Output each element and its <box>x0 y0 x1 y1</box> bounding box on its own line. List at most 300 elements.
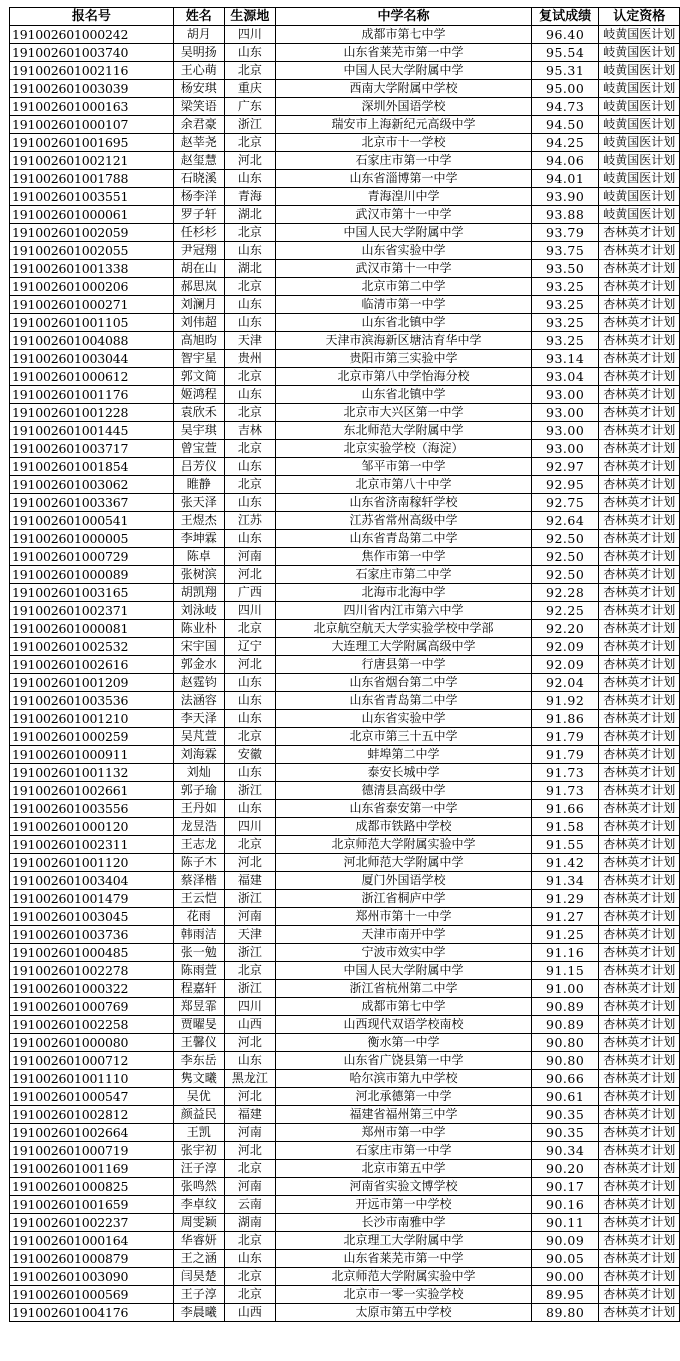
qualification-cell: 杏林英才计划 <box>599 926 680 944</box>
qualification-cell: 杏林英才计划 <box>599 584 680 602</box>
school-name-cell: 北京市第二中学 <box>275 278 531 296</box>
table-row <box>10 98 680 116</box>
qualification-cell: 杏林英才计划 <box>599 908 680 926</box>
qualification-cell: 杏林英才计划 <box>599 728 680 746</box>
origin-cell: 重庆 <box>224 80 275 98</box>
origin-cell: 山东 <box>224 296 275 314</box>
registration-id-cell: 191002601000081 <box>10 620 174 638</box>
registration-id-cell: 191002601003165 <box>10 584 174 602</box>
table-row <box>10 1214 680 1232</box>
student-name-cell: 赵莘尧 <box>173 134 224 152</box>
qualification-cell: 岐黄国医计划 <box>599 188 680 206</box>
qualification-cell: 杏林英才计划 <box>599 476 680 494</box>
origin-cell: 北京 <box>224 404 275 422</box>
origin-cell: 山东 <box>224 674 275 692</box>
qualification-cell: 杏林英才计划 <box>599 602 680 620</box>
origin-cell: 青海 <box>224 188 275 206</box>
table-row <box>10 836 680 854</box>
school-name-cell: 石家庄市第二中学 <box>275 566 531 584</box>
registration-id-cell: 191002601003556 <box>10 800 174 818</box>
origin-cell: 福建 <box>224 1106 275 1124</box>
registration-id-cell: 191002601000120 <box>10 818 174 836</box>
registration-id-cell: 191002601000163 <box>10 98 174 116</box>
student-name-cell: 吴芃萱 <box>173 728 224 746</box>
school-name-cell: 浙江省杭州第二中学 <box>275 980 531 998</box>
origin-cell: 河南 <box>224 548 275 566</box>
score-cell: 91.73 <box>531 764 598 782</box>
student-name-cell: 胡月 <box>173 26 224 44</box>
student-name-cell: 郭文简 <box>173 368 224 386</box>
qualification-cell: 杏林英才计划 <box>599 296 680 314</box>
qualification-cell: 杏林英才计划 <box>599 404 680 422</box>
school-name-cell: 焦作市第一中学 <box>275 548 531 566</box>
score-cell: 93.00 <box>531 422 598 440</box>
qualification-cell: 杏林英才计划 <box>599 620 680 638</box>
table-row <box>10 692 680 710</box>
table-row <box>10 206 680 224</box>
qualification-cell: 杏林英才计划 <box>599 242 680 260</box>
student-name-cell: 郑昱霏 <box>173 998 224 1016</box>
school-name-cell: 福建省福州第三中学 <box>275 1106 531 1124</box>
student-name-cell: 王煜杰 <box>173 512 224 530</box>
origin-cell: 山西 <box>224 1304 275 1322</box>
school-name-cell: 北京市第五中学 <box>275 1160 531 1178</box>
qualification-cell: 杏林英才计划 <box>599 800 680 818</box>
table-row <box>10 818 680 836</box>
student-name-cell: 袁欣禾 <box>173 404 224 422</box>
table-row <box>10 1052 680 1070</box>
school-name-cell: 北京市第八十中学 <box>275 476 531 494</box>
score-cell: 91.79 <box>531 728 598 746</box>
score-cell: 90.16 <box>531 1196 598 1214</box>
table-row <box>10 728 680 746</box>
school-name-cell: 青海湟川中学 <box>275 188 531 206</box>
registration-id-cell: 191002601002278 <box>10 962 174 980</box>
qualification-cell: 杏林英才计划 <box>599 224 680 242</box>
table-row <box>10 296 680 314</box>
score-cell: 94.06 <box>531 152 598 170</box>
student-name-cell: 周雯颖 <box>173 1214 224 1232</box>
qualification-cell: 杏林英才计划 <box>599 1250 680 1268</box>
score-cell: 90.17 <box>531 1178 598 1196</box>
school-name-cell: 哈尔滨市第九中学校 <box>275 1070 531 1088</box>
origin-cell: 山东 <box>224 458 275 476</box>
registration-id-cell: 191002601000080 <box>10 1034 174 1052</box>
score-cell: 95.31 <box>531 62 598 80</box>
school-name-cell: 山东省实验中学 <box>275 242 531 260</box>
table-row <box>10 80 680 98</box>
score-cell: 93.75 <box>531 242 598 260</box>
student-name-cell: 尹冠翔 <box>173 242 224 260</box>
origin-cell: 北京 <box>224 728 275 746</box>
qualification-cell: 杏林英才计划 <box>599 962 680 980</box>
student-name-cell: 刘澜月 <box>173 296 224 314</box>
table-row <box>10 926 680 944</box>
table-row <box>10 800 680 818</box>
origin-cell: 河北 <box>224 152 275 170</box>
qualification-cell: 杏林英才计划 <box>599 350 680 368</box>
school-name-cell: 武汉市第十一中学 <box>275 206 531 224</box>
table-row <box>10 458 680 476</box>
score-cell: 93.25 <box>531 314 598 332</box>
student-name-cell: 李天泽 <box>173 710 224 728</box>
origin-cell: 福建 <box>224 872 275 890</box>
student-name-cell: 吴宇琪 <box>173 422 224 440</box>
origin-cell: 北京 <box>224 62 275 80</box>
school-name-cell: 太原市第五中学校 <box>275 1304 531 1322</box>
origin-cell: 山东 <box>224 386 275 404</box>
school-name-cell: 山东省济南稼轩学校 <box>275 494 531 512</box>
score-cell: 90.80 <box>531 1034 598 1052</box>
student-name-cell: 张树滨 <box>173 566 224 584</box>
score-cell: 91.25 <box>531 926 598 944</box>
origin-cell: 山东 <box>224 494 275 512</box>
registration-id-cell: 191002601002258 <box>10 1016 174 1034</box>
table-row <box>10 890 680 908</box>
school-name-cell: 瑞安市上海新纪元高级中学 <box>275 116 531 134</box>
student-name-cell: 吴优 <box>173 1088 224 1106</box>
school-name-cell: 山西现代双语学校南校 <box>275 1016 531 1034</box>
registration-id-cell: 191002601001209 <box>10 674 174 692</box>
qualification-cell: 杏林英才计划 <box>599 1178 680 1196</box>
student-name-cell: 王凯 <box>173 1124 224 1142</box>
student-name-cell: 陈子木 <box>173 854 224 872</box>
student-name-cell: 王之涵 <box>173 1250 224 1268</box>
table-row <box>10 1106 680 1124</box>
qualification-cell: 杏林英才计划 <box>599 764 680 782</box>
score-cell: 92.09 <box>531 656 598 674</box>
school-name-cell: 宁波市效实中学 <box>275 944 531 962</box>
origin-cell: 山东 <box>224 764 275 782</box>
qualification-cell: 杏林英才计划 <box>599 1052 680 1070</box>
registration-id-cell: 191002601001338 <box>10 260 174 278</box>
student-name-cell: 吕芳仪 <box>173 458 224 476</box>
score-cell: 92.09 <box>531 638 598 656</box>
origin-cell: 河南 <box>224 908 275 926</box>
student-name-cell: 睢静 <box>173 476 224 494</box>
registration-id-cell: 191002601003404 <box>10 872 174 890</box>
qualification-cell: 杏林英才计划 <box>599 782 680 800</box>
student-name-cell: 智宇星 <box>173 350 224 368</box>
school-name-cell: 山东省北镇中学 <box>275 386 531 404</box>
origin-cell: 河南 <box>224 1124 275 1142</box>
student-name-cell: 张宇初 <box>173 1142 224 1160</box>
header-origin: 生源地 <box>224 8 275 26</box>
table-row <box>10 1034 680 1052</box>
origin-cell: 四川 <box>224 602 275 620</box>
qualification-cell: 岐黄国医计划 <box>599 44 680 62</box>
registration-id-cell: 191002601002116 <box>10 62 174 80</box>
registration-id-cell: 191002601003536 <box>10 692 174 710</box>
school-name-cell: 德清县高级中学 <box>275 782 531 800</box>
table-row <box>10 710 680 728</box>
table-row <box>10 998 680 1016</box>
student-name-cell: 吴明扬 <box>173 44 224 62</box>
student-name-cell: 陈卓 <box>173 548 224 566</box>
school-name-cell: 深圳外国语学校 <box>275 98 531 116</box>
student-name-cell: 刘灿 <box>173 764 224 782</box>
school-name-cell: 山东省广饶县第一中学 <box>275 1052 531 1070</box>
origin-cell: 河北 <box>224 1142 275 1160</box>
table-row <box>10 242 680 260</box>
qualification-cell: 杏林英才计划 <box>599 1268 680 1286</box>
qualification-cell: 杏林英才计划 <box>599 1142 680 1160</box>
origin-cell: 浙江 <box>224 782 275 800</box>
table-row <box>10 1250 680 1268</box>
student-name-cell: 花雨 <box>173 908 224 926</box>
student-name-cell: 法涵容 <box>173 692 224 710</box>
origin-cell: 浙江 <box>224 980 275 998</box>
origin-cell: 山东 <box>224 530 275 548</box>
table-row <box>10 134 680 152</box>
score-cell: 91.34 <box>531 872 598 890</box>
registration-id-cell: 191002601000164 <box>10 1232 174 1250</box>
registration-id-cell: 191002601000547 <box>10 1088 174 1106</box>
origin-cell: 湖南 <box>224 1214 275 1232</box>
student-name-cell: 宋宇国 <box>173 638 224 656</box>
registration-id-cell: 191002601002055 <box>10 242 174 260</box>
table-row <box>10 1088 680 1106</box>
origin-cell: 山西 <box>224 1016 275 1034</box>
score-cell: 93.25 <box>531 332 598 350</box>
school-name-cell: 北京市一零一实验学校 <box>275 1286 531 1304</box>
registration-id-cell: 191002601000879 <box>10 1250 174 1268</box>
school-name-cell: 中国人民大学附属中学 <box>275 224 531 242</box>
school-name-cell: 四川省内江市第六中学 <box>275 602 531 620</box>
school-name-cell: 邹平市第一中学 <box>275 458 531 476</box>
table-row <box>10 980 680 998</box>
registration-id-cell: 191002601000005 <box>10 530 174 548</box>
registration-id-cell: 191002601000089 <box>10 566 174 584</box>
student-name-cell: 刘泳岐 <box>173 602 224 620</box>
registration-id-cell: 191002601001854 <box>10 458 174 476</box>
student-name-cell: 李卓纹 <box>173 1196 224 1214</box>
qualification-cell: 岐黄国医计划 <box>599 206 680 224</box>
registration-id-cell: 191002601001176 <box>10 386 174 404</box>
origin-cell: 江苏 <box>224 512 275 530</box>
origin-cell: 河北 <box>224 1088 275 1106</box>
table-row <box>10 674 680 692</box>
score-cell: 91.27 <box>531 908 598 926</box>
registration-id-cell: 191002601001169 <box>10 1160 174 1178</box>
student-name-cell: 刘海霖 <box>173 746 224 764</box>
school-name-cell: 山东省青岛第二中学 <box>275 530 531 548</box>
origin-cell: 北京 <box>224 620 275 638</box>
origin-cell: 吉林 <box>224 422 275 440</box>
student-name-cell: 王云恺 <box>173 890 224 908</box>
table-row <box>10 314 680 332</box>
registration-id-cell: 191002601001110 <box>10 1070 174 1088</box>
table-row <box>10 584 680 602</box>
origin-cell: 四川 <box>224 998 275 1016</box>
registration-id-cell: 191002601001479 <box>10 890 174 908</box>
table-row <box>10 1304 680 1322</box>
score-cell: 90.05 <box>531 1250 598 1268</box>
table-row <box>10 278 680 296</box>
student-name-cell: 赵霆钧 <box>173 674 224 692</box>
origin-cell: 河北 <box>224 566 275 584</box>
student-name-cell: 曾宝萱 <box>173 440 224 458</box>
score-cell: 90.00 <box>531 1268 598 1286</box>
table-row <box>10 872 680 890</box>
qualification-cell: 岐黄国医计划 <box>599 170 680 188</box>
table-row <box>10 350 680 368</box>
score-cell: 91.15 <box>531 962 598 980</box>
registration-id-cell: 191002601001445 <box>10 422 174 440</box>
student-name-cell: 李东岳 <box>173 1052 224 1070</box>
qualification-cell: 杏林英才计划 <box>599 710 680 728</box>
qualification-cell: 杏林英才计划 <box>599 872 680 890</box>
registration-id-cell: 191002601001695 <box>10 134 174 152</box>
score-cell: 90.61 <box>531 1088 598 1106</box>
registration-id-cell: 191002601002121 <box>10 152 174 170</box>
table-row <box>10 908 680 926</box>
school-name-cell: 北京市第八中学怡海分校 <box>275 368 531 386</box>
qualification-cell: 杏林英才计划 <box>599 494 680 512</box>
table-row <box>10 1142 680 1160</box>
student-name-cell: 王心萌 <box>173 62 224 80</box>
origin-cell: 浙江 <box>224 116 275 134</box>
student-name-cell: 龙昱浩 <box>173 818 224 836</box>
score-cell: 90.35 <box>531 1106 598 1124</box>
score-cell: 91.73 <box>531 782 598 800</box>
score-cell: 92.20 <box>531 620 598 638</box>
school-name-cell: 天津市滨海新区塘沽育华中学 <box>275 332 531 350</box>
school-name-cell: 西南大学附属中学校 <box>275 80 531 98</box>
student-name-cell: 汪子淳 <box>173 1160 224 1178</box>
qualification-cell: 岐黄国医计划 <box>599 116 680 134</box>
header-registration-id: 报名号 <box>10 8 174 26</box>
registration-id-cell: 191002601001132 <box>10 764 174 782</box>
table-row <box>10 1070 680 1088</box>
table-row <box>10 44 680 62</box>
qualification-cell: 杏林英才计划 <box>599 674 680 692</box>
registration-id-cell: 191002601004088 <box>10 332 174 350</box>
score-cell: 90.66 <box>531 1070 598 1088</box>
student-name-cell: 郭金水 <box>173 656 224 674</box>
table-row <box>10 620 680 638</box>
score-cell: 91.66 <box>531 800 598 818</box>
registration-id-cell: 191002601002371 <box>10 602 174 620</box>
table-row <box>10 386 680 404</box>
origin-cell: 湖北 <box>224 206 275 224</box>
qualification-cell: 杏林英才计划 <box>599 692 680 710</box>
student-name-cell: 王馨仪 <box>173 1034 224 1052</box>
student-name-cell: 王丹如 <box>173 800 224 818</box>
school-name-cell: 中国人民大学附属中学 <box>275 962 531 980</box>
registration-id-cell: 191002601000719 <box>10 1142 174 1160</box>
qualification-cell: 杏林英才计划 <box>599 638 680 656</box>
registration-id-cell: 191002601003367 <box>10 494 174 512</box>
origin-cell: 广西 <box>224 584 275 602</box>
score-cell: 93.00 <box>531 404 598 422</box>
origin-cell: 山东 <box>224 170 275 188</box>
table-row <box>10 1286 680 1304</box>
school-name-cell: 浙江省桐庐中学 <box>275 890 531 908</box>
origin-cell: 北京 <box>224 1268 275 1286</box>
school-name-cell: 郑州市第一中学 <box>275 1124 531 1142</box>
table-row <box>10 854 680 872</box>
registration-id-cell: 191002601001659 <box>10 1196 174 1214</box>
score-cell: 91.16 <box>531 944 598 962</box>
table-row <box>10 260 680 278</box>
student-name-cell: 陈业朴 <box>173 620 224 638</box>
school-name-cell: 北京师范大学附属实验中学 <box>275 836 531 854</box>
origin-cell: 黑龙江 <box>224 1070 275 1088</box>
school-name-cell: 北京航空航天大学实验学校中学部 <box>275 620 531 638</box>
school-name-cell: 成都市铁路中学校 <box>275 818 531 836</box>
school-name-cell: 山东省莱芜市第一中学 <box>275 1250 531 1268</box>
qualification-cell: 杏林英才计划 <box>599 980 680 998</box>
student-name-cell: 任杉杉 <box>173 224 224 242</box>
score-cell: 93.04 <box>531 368 598 386</box>
score-cell: 92.64 <box>531 512 598 530</box>
qualification-cell: 杏林英才计划 <box>599 656 680 674</box>
origin-cell: 北京 <box>224 1160 275 1178</box>
origin-cell: 北京 <box>224 278 275 296</box>
school-name-cell: 蚌埠第二中学 <box>275 746 531 764</box>
student-name-cell: 王子淳 <box>173 1286 224 1304</box>
school-name-cell: 北京市第三十五中学 <box>275 728 531 746</box>
student-name-cell: 杨李洋 <box>173 188 224 206</box>
student-name-cell: 梁笑语 <box>173 98 224 116</box>
registration-id-cell: 191002601003045 <box>10 908 174 926</box>
school-name-cell: 河南省实验文博学校 <box>275 1178 531 1196</box>
school-name-cell: 山东省莱芜市第一中学 <box>275 44 531 62</box>
school-name-cell: 山东省北镇中学 <box>275 314 531 332</box>
score-cell: 92.95 <box>531 476 598 494</box>
table-row <box>10 404 680 422</box>
student-name-cell: 高旭昀 <box>173 332 224 350</box>
student-name-cell: 王志龙 <box>173 836 224 854</box>
score-cell: 92.50 <box>531 566 598 584</box>
student-name-cell: 贾曜旻 <box>173 1016 224 1034</box>
qualification-cell: 岐黄国医计划 <box>599 26 680 44</box>
qualification-cell: 杏林英才计划 <box>599 548 680 566</box>
table-row <box>10 368 680 386</box>
qualification-cell: 岐黄国医计划 <box>599 62 680 80</box>
school-name-cell: 武汉市第十一中学 <box>275 260 531 278</box>
header-row <box>10 8 680 26</box>
origin-cell: 河北 <box>224 656 275 674</box>
registration-id-cell: 191002601001788 <box>10 170 174 188</box>
registration-id-cell: 191002601002237 <box>10 1214 174 1232</box>
registration-id-cell: 191002601000569 <box>10 1286 174 1304</box>
table-row <box>10 440 680 458</box>
student-name-cell: 郝思岚 <box>173 278 224 296</box>
school-name-cell: 北海市北海中学 <box>275 584 531 602</box>
student-name-cell: 李晨曦 <box>173 1304 224 1322</box>
qualification-cell: 杏林英才计划 <box>599 890 680 908</box>
qualification-cell: 杏林英才计划 <box>599 1070 680 1088</box>
table-row <box>10 188 680 206</box>
school-name-cell: 郑州市第十一中学 <box>275 908 531 926</box>
student-name-cell: 姬鸿程 <box>173 386 224 404</box>
school-name-cell: 开远市第一中学校 <box>275 1196 531 1214</box>
registration-id-cell: 191002601000242 <box>10 26 174 44</box>
student-name-cell: 刘伟超 <box>173 314 224 332</box>
qualification-cell: 杏林英才计划 <box>599 458 680 476</box>
table-row <box>10 602 680 620</box>
registration-id-cell: 191002601003090 <box>10 1268 174 1286</box>
student-name-cell: 华睿妍 <box>173 1232 224 1250</box>
registration-id-cell: 191002601000769 <box>10 998 174 1016</box>
table-row <box>10 116 680 134</box>
registration-id-cell: 191002601004176 <box>10 1304 174 1322</box>
score-cell: 91.29 <box>531 890 598 908</box>
school-name-cell: 北京市大兴区第一中学 <box>275 404 531 422</box>
registration-id-cell: 191002601000061 <box>10 206 174 224</box>
